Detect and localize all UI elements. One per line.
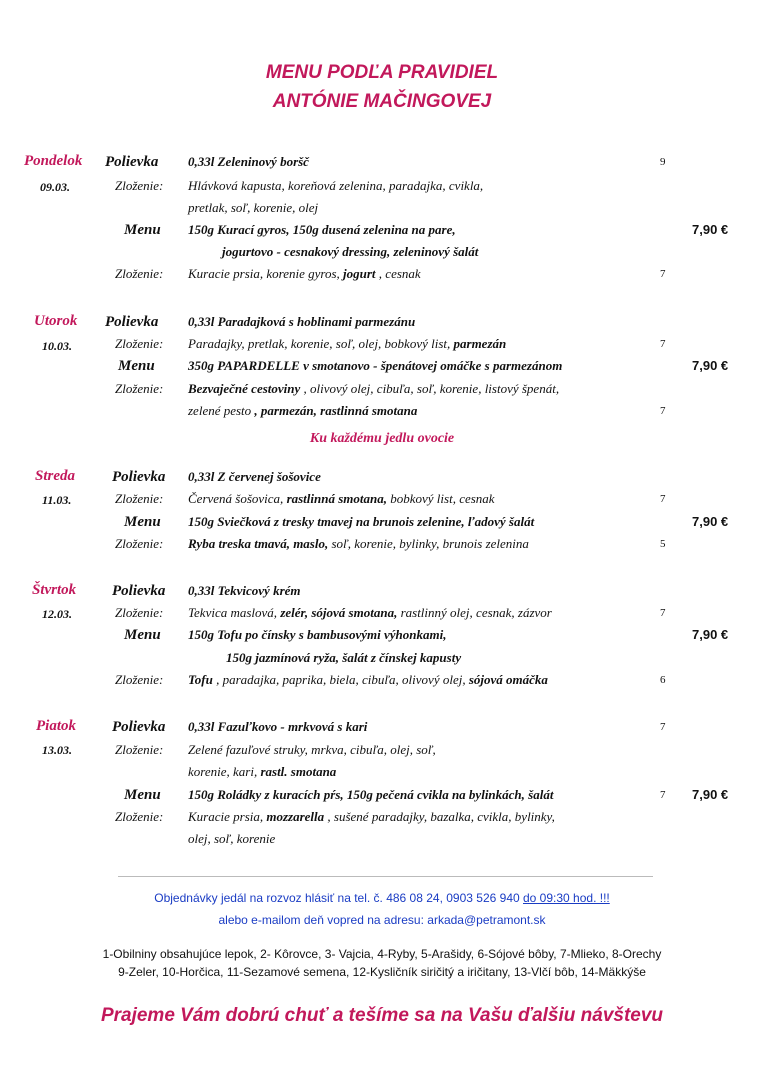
day-date: 13.03. [42,743,72,757]
menu-price: 7,90 € [692,358,729,373]
soup-name: 0,33l Tekvicový krém [188,583,301,598]
order-info-phone: Objednávky jedál na rozvoz hlásiť na tel. č. 486 08 24, 0903 526 940 do 09:30 hod. !!! [154,891,610,905]
menu-allergen: 7 [660,268,666,280]
ingredients-label: Zloženie: [115,809,164,824]
menu-allergen: 5 [660,538,666,550]
allergen-legend-line-2: 9-Zeler, 10-Horčica, 11-Sezamové semena, 12-Kysličník siričitý a iričitany, 13-Vlčí bôb, 14-Mäkkýše [118,965,646,979]
ingredients-label: Zloženie: [115,742,164,757]
menu-price: 7,90 € [692,514,729,529]
day-name: Streda [35,468,76,484]
day-date: 12.03. [42,607,72,621]
allergen-legend-line-1: 1-Obilniny obsahujúce lepok, 2- Kôrovce, 3- Vajcia, 4-Ryby, 5-Arašidy, 6-Sójové bôby, 7-Mlieko, 8-Orechy [102,947,662,961]
menu-dish-cont: jogurtovo - cesnakový dressing, zeleninový šalát [222,244,479,259]
menu-title-line-2: ANTÓNIE MAČINGOVEJ [272,91,492,112]
soup-allergen: 7 [660,607,666,619]
soup-allergen: 7 [660,338,666,350]
soup-name: 0,33l Zeleninový boršč [188,154,309,169]
ingredients-label: Zloženie: [115,178,164,193]
menu-dish: 150g Tofu po čínsky s bambusovými výhonkami, [188,627,447,642]
menu-label: Menu [124,627,161,643]
soup-name: 0,33l Paradajková s hoblinami parmezánu [188,314,416,329]
menu-dish-cont: 150g jazmínová ryža, šalát z čínskej kapusty [226,650,462,665]
menu-ingredients: Bezvaječné cestoviny , olivový olej, cibuľa, soľ, korenie, listový špenát, [188,381,560,396]
ingredients-label: Zloženie: [115,336,164,351]
soup-label: Polievka [105,314,159,330]
menu-allergen: 7 [660,789,666,801]
soup-label: Polievka [105,154,159,170]
ingredients-label: Zloženie: [115,381,164,396]
soup-ingredients: Zelené fazuľové struky, mrkva, cibuľa, olej, soľ, [188,742,436,757]
soup-allergen: 9 [660,156,666,168]
ingredients-label: Zloženie: [115,536,164,551]
soup-ingredients: Tekvica maslová, zelér, sójová smotana, rastlinný olej, cesnak, zázvor [188,605,552,620]
day-date: 11.03. [42,493,72,507]
soup-label: Polievka [112,469,166,485]
menu-allergen: 6 [660,674,666,686]
soup-ingredients: Červená šošovica, rastlinná smotana, bobkový list, cesnak [188,491,495,506]
ingredients-label: Zloženie: [115,491,164,506]
soup-ingredients-cont: pretlak, soľ, korenie, olej [188,200,319,215]
day-name: Pondelok [24,153,83,169]
ingredients-label: Zloženie: [115,266,164,281]
soup-name: 0,33l Fazuľkovo - mrkvová s kari [188,719,368,734]
menu-label: Menu [124,222,161,238]
soup-allergen: 7 [660,721,666,733]
fruit-note: Ku každému jedlu ovocie [309,431,455,446]
soup-label: Polievka [112,719,166,735]
menu-label: Menu [124,787,161,803]
ingredients-label: Zloženie: [115,605,164,620]
menu-ingredients: Tofu , paradajka, paprika, biela, cibuľa, olivový olej, sójová omáčka [188,672,548,687]
menu-dish: 150g Sviečková z tresky tmavej na brunois zelenine, ľadový šalát [188,514,535,529]
soup-ingredients: Paradajky, pretlak, korenie, soľ, olej, bobkový list, parmezán [188,336,507,351]
ingredients-label: Zloženie: [115,672,164,687]
menu-dish: 350g PAPARDELLE v smotanovo - špenátovej omáčke s parmezánom [188,358,563,373]
menu-ingredients: Kuracie prsia, mozzarella , sušené paradajky, bazalka, cvikla, bylinky, [188,809,555,824]
soup-allergen: 7 [660,493,666,505]
menu-dish: 150g Kurací gyros, 150g dusená zelenina na pare, [188,222,456,237]
menu-title-line-1: MENU PODĽA PRAVIDIEL [265,62,499,83]
menu-ingredients-cont: zelené pesto , parmezán, rastlinná smotana [188,403,418,418]
soup-ingredients-cont: korenie, kari, rastl. smotana [188,764,337,779]
day-name: Štvrtok [32,582,77,598]
menu-ingredients-cont: olej, soľ, korenie [188,831,276,846]
day-name: Utorok [34,313,78,329]
soup-name: 0,33l Z červenej šošovice [188,469,321,484]
day-date: 09.03. [40,180,70,194]
menu-label: Menu [124,514,161,530]
menu-ingredients: Ryba treska tmavá, maslo, soľ, korenie, bylinky, brunois zelenina [188,536,529,551]
day-name: Piatok [36,718,76,734]
menu-ingredients: Kuracie prsia, korenie gyros, jogurt , cesnak [188,266,421,281]
soup-label: Polievka [112,583,166,599]
menu-allergen: 7 [660,405,666,417]
order-info-email[interactable]: alebo e-mailom deň vopred na adresu: arkada@petramont.sk [218,913,546,927]
footer-greeting: Prajeme Vám dobrú chuť a tešíme sa na Vašu ďalšiu návštevu [100,1005,664,1026]
menu-price: 7,90 € [692,787,729,802]
day-date: 10.03. [42,339,72,353]
divider [118,876,653,877]
menu-price: 7,90 € [692,222,729,237]
soup-ingredients: Hlávková kapusta, koreňová zelenina, paradajka, cvikla, [188,178,484,193]
menu-label: Menu [118,358,155,374]
menu-dish: 150g Roládky z kuracích pŕs, 150g pečená cvikla na bylinkách, šalát [188,787,554,802]
menu-price: 7,90 € [692,627,729,642]
